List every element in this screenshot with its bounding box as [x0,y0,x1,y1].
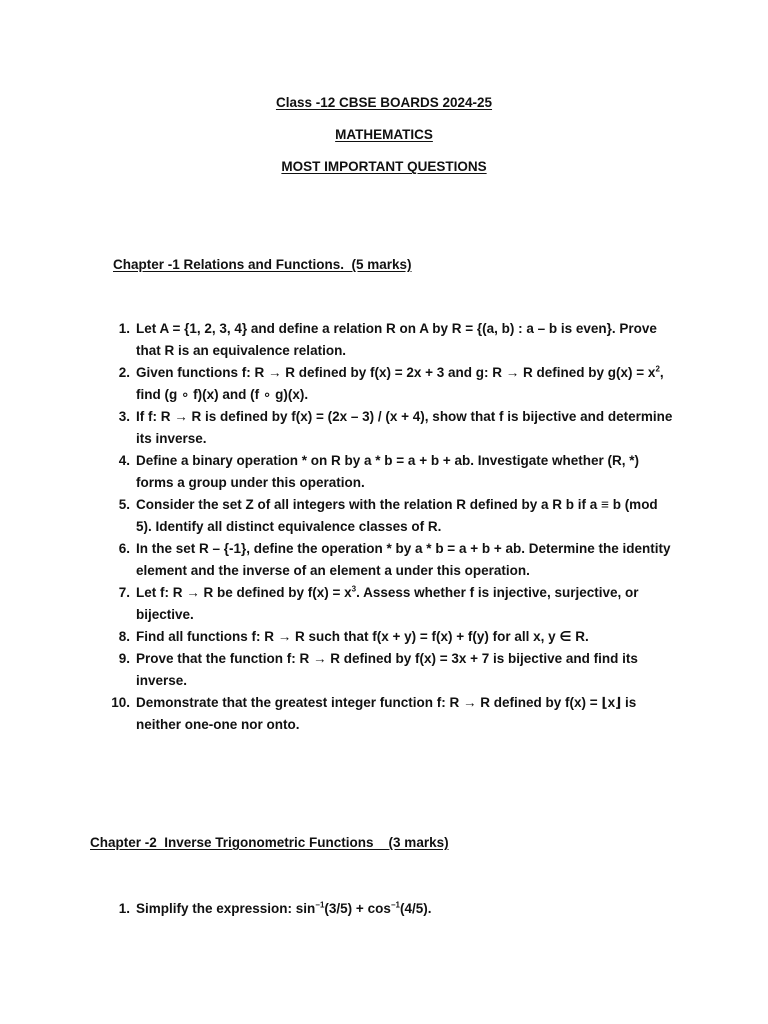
list-item: 8. Find all functions f: R → R such that f(x + y) = f(x) + f(y) for all x, y ∈ R. [118,629,589,644]
list-item: 3. If f: R → R is defined by f(x) = (2x – 3) / (x + 4), show that f is bijective and determine its inverse. [118,409,673,446]
list-item: 5. Consider the set Z of all integers with the relation R defined by a R b if a ≡ b (mod 5). Identify all distinct equivalence classes of R. [118,497,658,534]
question-text: Consider the set Z of all integers with the relation R defined by a R b if a ≡ b (mod 5). Identify all distinct equivalence classes of R. [136,497,658,534]
question-text: Define a binary operation * on R by a * b = a + b + ab. Investigate whether (R, *) forms a group under this operation. [136,453,639,490]
document-title-subject: MATHEMATICS [335,127,433,142]
question-text: Demonstrate that the greatest integer function f: R → R defined by f(x) = ⌊x⌋ is neither one-one nor onto. [136,695,637,732]
question-text: In the set R – {-1}, define the operation * by a * b = a + b + ab. Determine the identity element and the inverse of an element a under this operation. [136,541,671,578]
list-item: 6. In the set R – {-1}, define the operation * by a * b = a + b + ab. Determine the identity element and the inverse of an element a under this operation. [118,541,671,578]
question-text: If f: R → R is defined by f(x) = (2x – 3) / (x + 4), show that f is bijective and determine its inverse. [136,409,673,446]
question-text: Given functions f: R → R defined by f(x) = 2x + 3 and g: R → R defined by $g(x) = x^2$, find (g ∘ f)(x) and (f ∘ g)(x). [136,364,664,402]
question-text: Simplify the expression: $\sin^{-1}(3/5) + \cos^{-1}(4/5)$. [136,900,432,916]
question-text: Let f: R → R be defined by $f(x) = x^3$. Assess whether f is injective, surjective, or bijective. [136,584,639,622]
list-item: 1. Simplify the expression: $\sin^{-1}(3/5) + \cos^{-1}(4/5)$. [118,900,432,916]
document-title-topic: MOST IMPORTANT QUESTIONS [281,159,487,174]
chapter-1-question-list [111,318,674,736]
list-item: 4. Define a binary operation * on R by a * b = a + b + ab. Investigate whether (R, *) forms a group under this operation. [118,453,639,490]
chapter-2-question-list [114,898,674,920]
list-item: 7. Let f: R → R be defined by $f(x) = x^3$. Assess whether f is injective, surjective, or bijective. [118,584,639,622]
list-item: 10. Demonstrate that the greatest integer function f: R → R defined by f(x) = ⌊x⌋ is neither one-one nor onto. [111,695,637,732]
chapter-2-title: Chapter -2 Inverse Trigonometric Functions (3 marks) [90,835,449,850]
question-text: Find all functions f: R → R such that f(x + y) = f(x) + f(y) for all x, y ∈ R. [136,629,589,644]
question-text: Prove that the function f: R → R defined by f(x) = 3x + 7 is bijective and find its inverse. [136,651,638,688]
list-item: 1. Let A = {1, 2, 3, 4} and define a relation R on A by R = {(a, b) : a – b is even}. Prove that R is an equivalence relation. [118,321,657,358]
list-item: 9. Prove that the function f: R → R defined by f(x) = 3x + 7 is bijective and find its inverse. [118,651,638,688]
list-item: 2. Given functions f: R → R defined by f(x) = 2x + 3 and g: R → R defined by $g(x) = x^2$, find (g ∘ f)(x) and (f ∘ g)(x). [118,364,664,402]
question-text: Let A = {1, 2, 3, 4} and define a relation R on A by R = {(a, b) : a – b is even}. Prove that R is an equivalence relation. [136,321,657,358]
chapter-1-title: Chapter -1 Relations and Functions. (5 marks) [113,257,412,272]
document-title-class: Class -12 CBSE BOARDS 2024-25 [275,95,493,110]
